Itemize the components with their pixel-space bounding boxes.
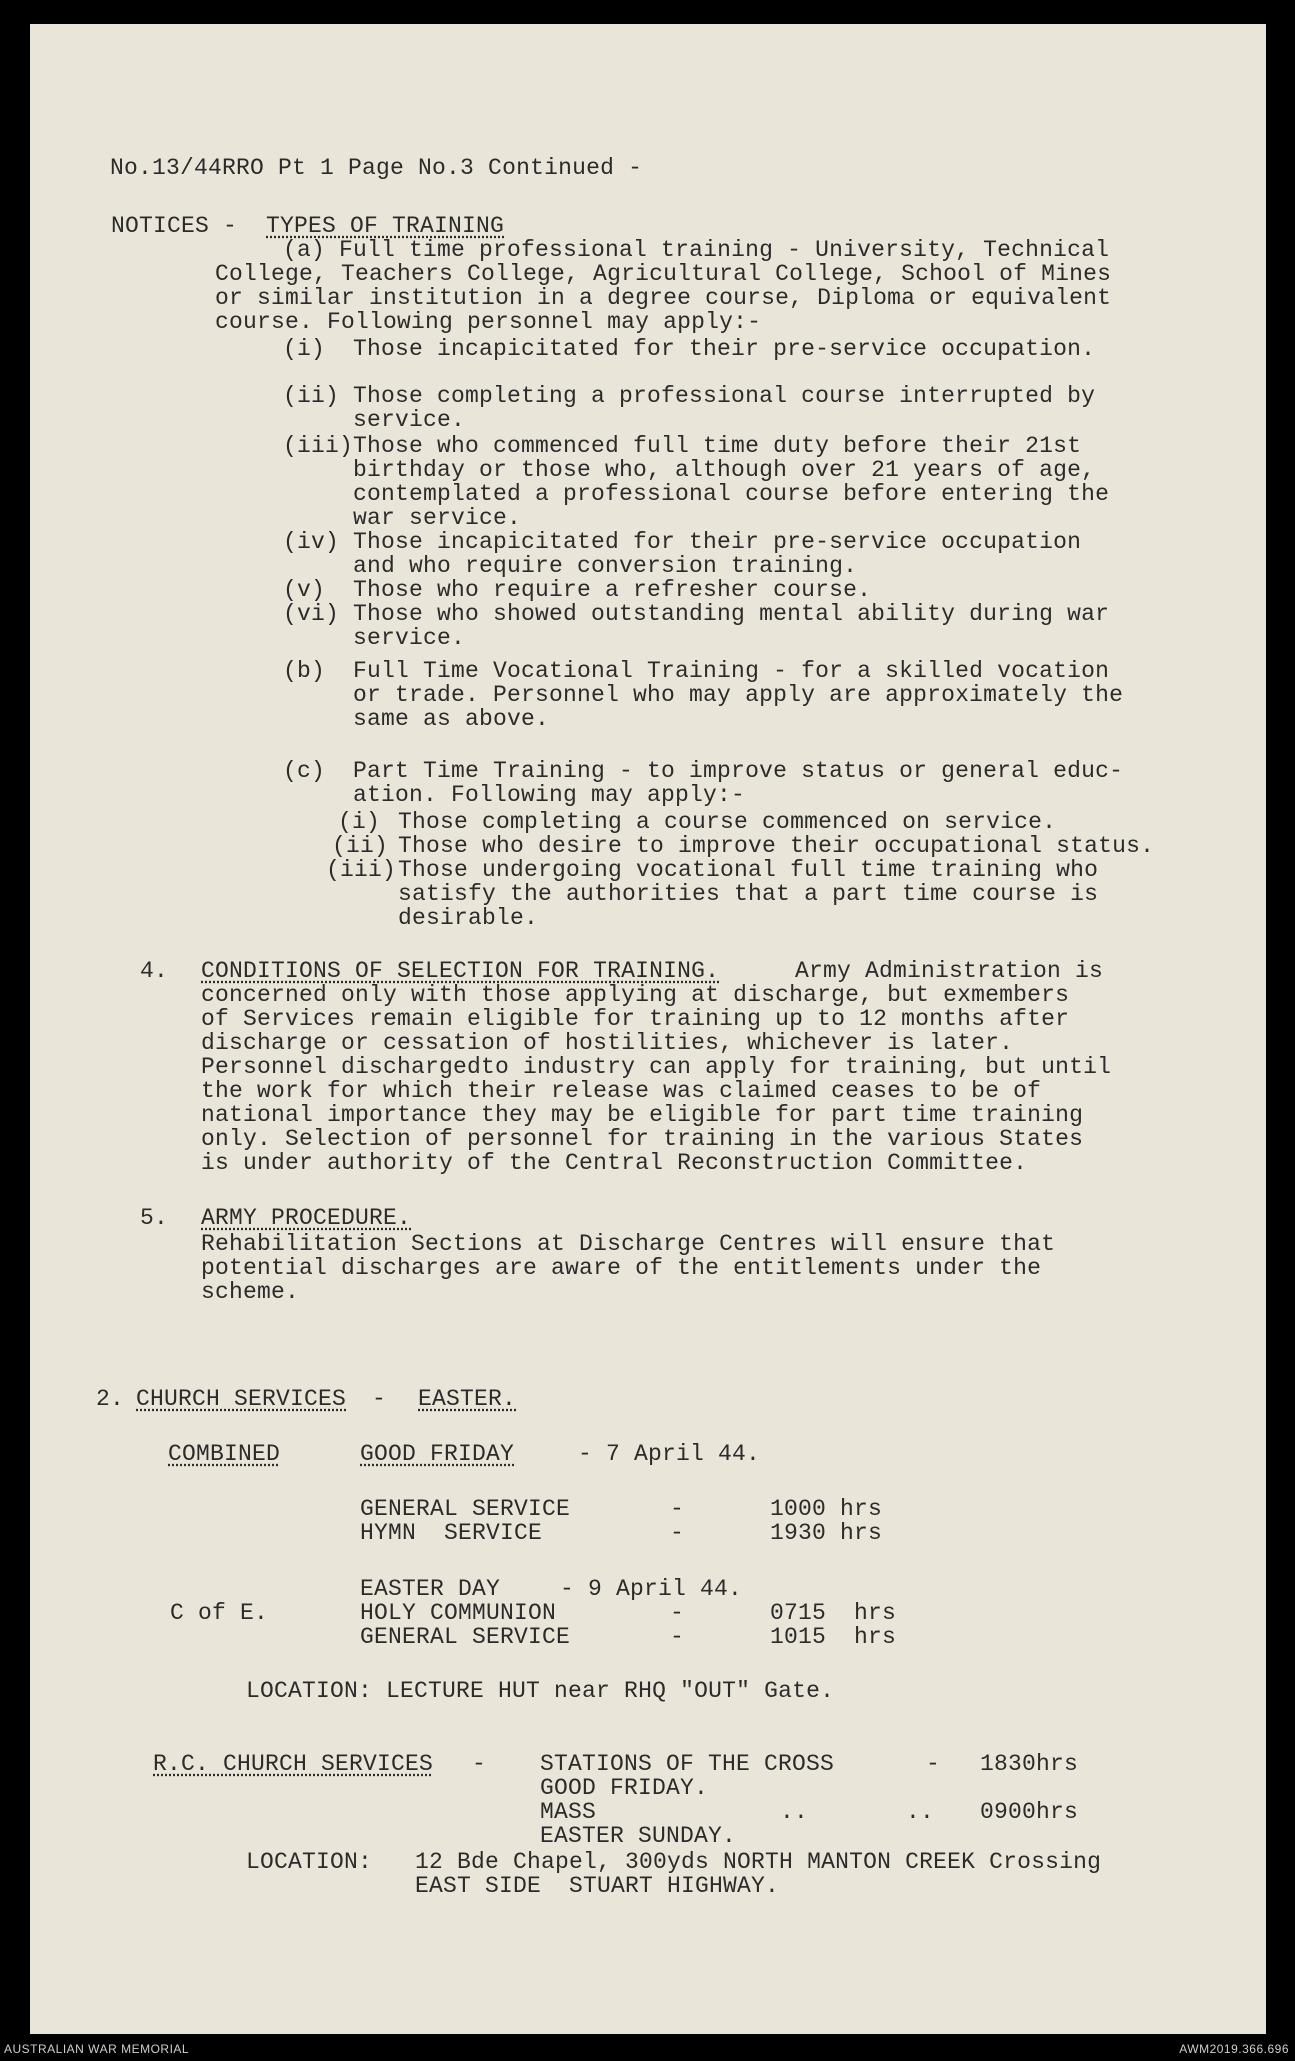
service-name: GENERAL SERVICE <box>360 1496 571 1522</box>
church-heading-sep: - <box>372 1386 387 1412</box>
notices-label: NOTICES - <box>111 213 238 239</box>
rc-location-text: 12 Bde Chapel, 300yds NORTH MANTON CREEK Crossing <box>415 1849 1102 1875</box>
item-number: (ii) <box>332 833 389 859</box>
service-dash: - <box>670 1496 685 1522</box>
item-text: Those incapicitated for their pre-service occupation. <box>353 336 1096 362</box>
service-time: 1930 hrs <box>770 1520 883 1546</box>
rc-location-label: LOCATION: <box>246 1849 373 1875</box>
army-procedure-text: potential discharges are aware of the entitlements under the <box>201 1255 1042 1281</box>
item-number: (i) <box>283 336 326 362</box>
item-text: desirable. <box>398 905 539 931</box>
item-number: (vi) <box>283 601 340 627</box>
item-number: (b) <box>283 658 326 684</box>
item-number: (v) <box>283 577 326 603</box>
rc-location-text: EAST SIDE STUART HIGHWAY. <box>415 1873 780 1899</box>
footer-left: AUSTRALIAN WAR MEMORIAL <box>4 2042 190 2056</box>
good-friday-date: - 7 April 44. <box>578 1441 761 1467</box>
item-number: (c) <box>283 758 326 784</box>
notices-heading: TYPES OF TRAINING <box>266 213 505 239</box>
cofe-label: C of E. <box>170 1600 269 1626</box>
service-time: 0715 hrs <box>770 1600 897 1626</box>
combined-label: COMBINED <box>168 1441 281 1467</box>
section-number: 2. <box>96 1386 125 1412</box>
service-dash: - <box>670 1520 685 1546</box>
item-text: Part Time Training - to improve status or general educ- <box>353 758 1124 784</box>
church-heading-sub: EASTER. <box>418 1386 517 1412</box>
conditions-text: national importance they may be eligible for part time training <box>201 1102 1084 1128</box>
item-number: (i) <box>338 809 381 835</box>
service-name: GENERAL SERVICE <box>360 1624 571 1650</box>
item-text: Those who showed outstanding mental ability during war <box>353 601 1110 627</box>
service-time: 1000 hrs <box>770 1496 883 1522</box>
item-text: Those who require a refresher course. <box>353 577 872 603</box>
rc-stations-time: 1830hrs <box>980 1751 1079 1777</box>
rc-dash: - <box>472 1751 487 1777</box>
section-number: 4. <box>140 958 169 984</box>
easter-day-label: EASTER DAY <box>360 1576 501 1602</box>
item-text: Those who commenced full time duty before their 21st <box>353 433 1082 459</box>
item-number: (iv) <box>283 529 340 555</box>
item-text: Those incapicitated for their pre-service occupation <box>353 529 1082 555</box>
church-heading: CHURCH SERVICES <box>136 1386 347 1412</box>
footer-right: AWM2019.366.696 <box>1179 2042 1289 2056</box>
conditions-text: discharge or cessation of hostilities, whichever is later. <box>201 1030 1014 1056</box>
church-location: LOCATION: LECTURE HUT near RHQ "OUT" Gate. <box>246 1678 835 1704</box>
rc-mass-time: 0900hrs <box>980 1799 1079 1825</box>
notice-a-line: or similar institution in a degree course, Diploma or equivalent <box>215 285 1112 311</box>
conditions-text: the work for which their release was claimed ceases to be of <box>201 1078 1042 1104</box>
item-text: Those undergoing vocational full time training who <box>398 857 1099 883</box>
item-text: service. <box>353 625 466 651</box>
conditions-text: is under authority of the Central Reconstruction Committee. <box>201 1150 1028 1176</box>
item-text: and who require conversion training. <box>353 553 858 579</box>
army-procedure-text: Rehabilitation Sections at Discharge Centres will ensure that <box>201 1231 1056 1257</box>
service-name: HOLY COMMUNION <box>360 1600 557 1626</box>
notice-a-line: College, Teachers College, Agricultural College, School of Mines <box>215 261 1112 287</box>
good-friday-label: GOOD FRIDAY <box>360 1441 515 1467</box>
item-text: same as above. <box>353 706 550 732</box>
item-text: Those completing a course commenced on service. <box>398 809 1057 835</box>
conditions-text: of Services remain eligible for training up to 12 months after <box>201 1006 1070 1032</box>
item-text: or trade. Personnel who may apply are approximately the <box>353 682 1124 708</box>
item-text: birthday or those who, although over 21 years of age, <box>353 457 1096 483</box>
rc-stations-dash: - <box>926 1751 941 1777</box>
document-page <box>30 24 1266 2034</box>
item-number: (ii) <box>283 383 340 409</box>
item-number: (iii) <box>283 433 354 459</box>
rc-easter-sunday: EASTER SUNDAY. <box>540 1823 737 1849</box>
item-text: contemplated a professional course before entering the <box>353 481 1110 507</box>
conditions-text: only. Selection of personnel for training in the various States <box>201 1126 1084 1152</box>
section-number: 5. <box>140 1205 169 1231</box>
notice-a-line: (a) Full time professional training - University, Technical <box>283 237 1110 263</box>
conditions-text: Personnel dischargedto industry can apply for training, but until <box>201 1054 1112 1080</box>
rc-mass: MASS <box>540 1799 597 1825</box>
item-text: Full Time Vocational Training - for a skilled vocation <box>353 658 1110 684</box>
item-text: ation. Following may apply:- <box>353 782 746 808</box>
service-dash: - <box>670 1624 685 1650</box>
service-dash: - <box>670 1600 685 1626</box>
army-procedure-text: scheme. <box>201 1279 300 1305</box>
item-text: service. <box>353 407 466 433</box>
rc-stations: STATIONS OF THE CROSS <box>540 1751 835 1777</box>
service-time: 1015 hrs <box>770 1624 897 1650</box>
notice-a-line: course. Following personnel may apply:- <box>215 309 762 335</box>
item-text: Those completing a professional course interrupted by <box>353 383 1096 409</box>
item-text: satisfy the authorities that a part time course is <box>398 881 1099 907</box>
rc-good-friday: GOOD FRIDAY. <box>540 1775 709 1801</box>
conditions-text: Army Administration is <box>795 958 1104 984</box>
army-procedure-heading: ARMY PROCEDURE. <box>201 1205 412 1231</box>
rc-label: R.C. CHURCH SERVICES <box>153 1751 434 1777</box>
item-text: Those who desire to improve their occupational status. <box>398 833 1155 859</box>
service-name: HYMN SERVICE <box>360 1520 543 1546</box>
conditions-heading: CONDITIONS OF SELECTION FOR TRAINING. <box>201 958 720 984</box>
rc-mass-dots: .. .. <box>780 1799 935 1825</box>
page-header: No.13/44RRO Pt 1 Page No.3 Continued - <box>110 155 643 181</box>
item-text: war service. <box>353 505 522 531</box>
easter-day-date: - 9 April 44. <box>560 1576 743 1602</box>
item-number: (iii) <box>326 857 397 883</box>
conditions-text: concerned only with those applying at discharge, but exmembers <box>201 982 1070 1008</box>
